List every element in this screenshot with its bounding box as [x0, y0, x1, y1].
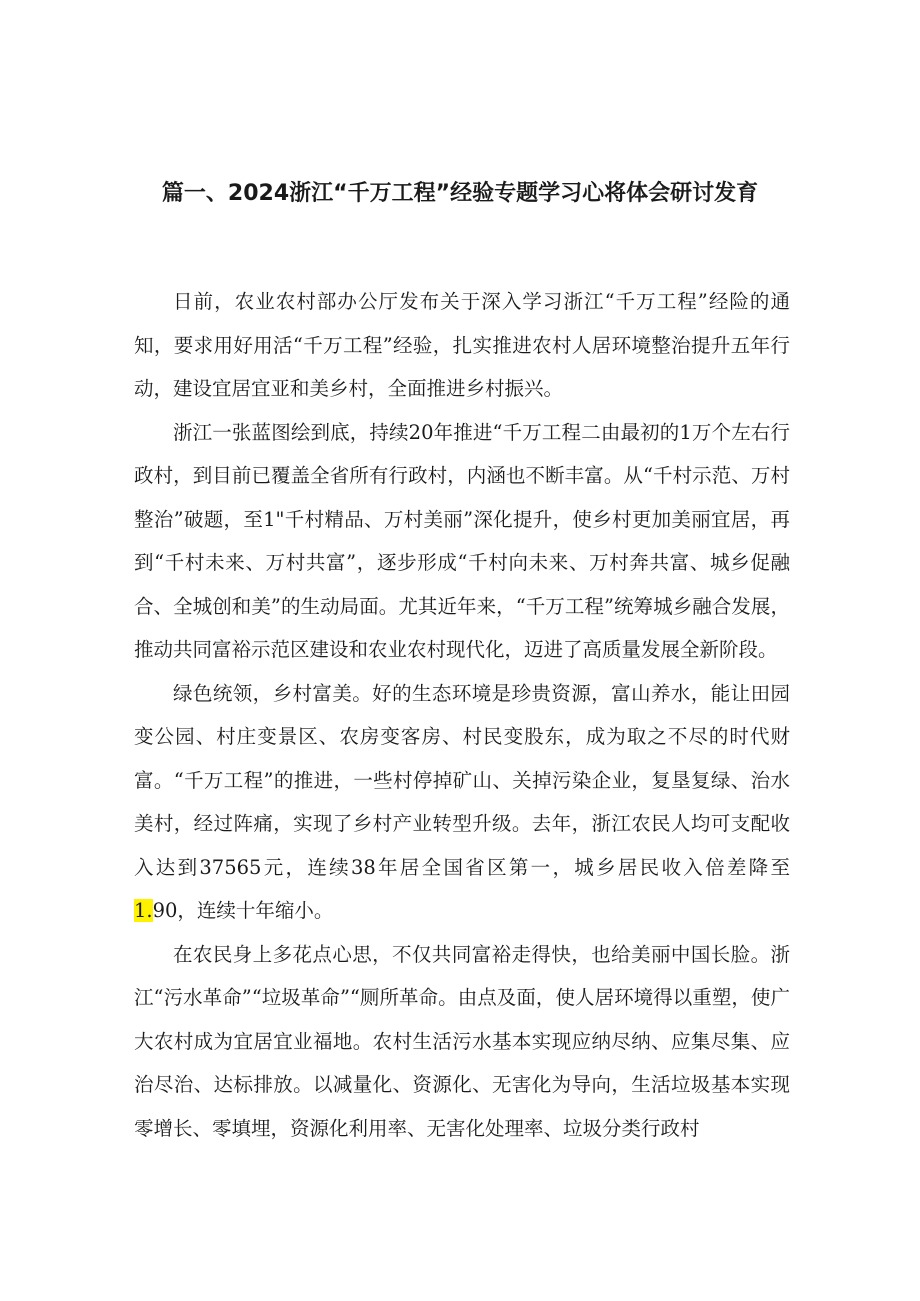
paragraph-3	[134, 672, 790, 933]
paragraph-4: 在农民身上多花点心思，不仅共同富裕走得快，也给美丽中国长脸。浙江“污水革命”“垃圾革命”“厕所革命。由点及面，使人居环境得以重塑，使广大农村成为宜居宜业福地。农村生活污水基本实现应纳尽纳、应集尽集、应治尽治、达标排放。以减量化、资源化、无害化为导向，生活垃圾基本实现零增长、零填埋，资源化利用率、无害化处理率、垃圾分类行政村	[134, 942, 790, 1140]
paragraph-3-text-after: 90，连续十年缩小。	[152, 899, 334, 922]
paragraph-2: 浙江一张蓝图绘到底，持续20年推进“千万工程二由最初的1万个左右行政村，到目前已覆盖全省所有行政村，内涵也不断丰富。从“千村示范、万村整治”破题，至1"千村精品、万村美丽”深化提升，使乡村更加美丽宜居，再到“千村未来、万村共富”，逐步形成“千村向未来、万村奔共富、城乡促融合、全城创和美”的生动局面。尤其近年来，“千万工程”统筹城乡融合发展，推动共同富裕示范区建设和农业农村现代化，迈进了高质量发展全新阶段。	[134, 420, 790, 661]
document-body	[134, 280, 790, 1150]
highlighted-text: 1.	[134, 899, 153, 922]
document-title: 篇一、2024浙江“千万工程”经验专题学习心将体会研讨发育	[161, 181, 759, 206]
paragraph-1: 日前，农业农村部办公厅发布关于深入学习浙江“千万工程”经险的通知，要求用好用活“千万工程”经验，扎实推进农村人居环境整治提升五年行动，建设宜居宜亚和美乡村，全面推进乡村振兴。	[134, 290, 790, 400]
paragraph-3-text-before: 绿色统领，乡村富美。好的生态环境是珍贵资源，富山养水，能让田园变公园、村庄变景区、农房变客房、村民变股东，成为取之不尽的时代财富。“千万工程”的推进，一些村停掉矿山、关掉污染企业，复垦复绿、治水美村，经过阵痛，实现了乡村产业转型升级。去年，浙江农民人均可支配收入达到37565元，连续38年居全国省区第一，城乡居民收入倍差降至	[134, 681, 790, 879]
